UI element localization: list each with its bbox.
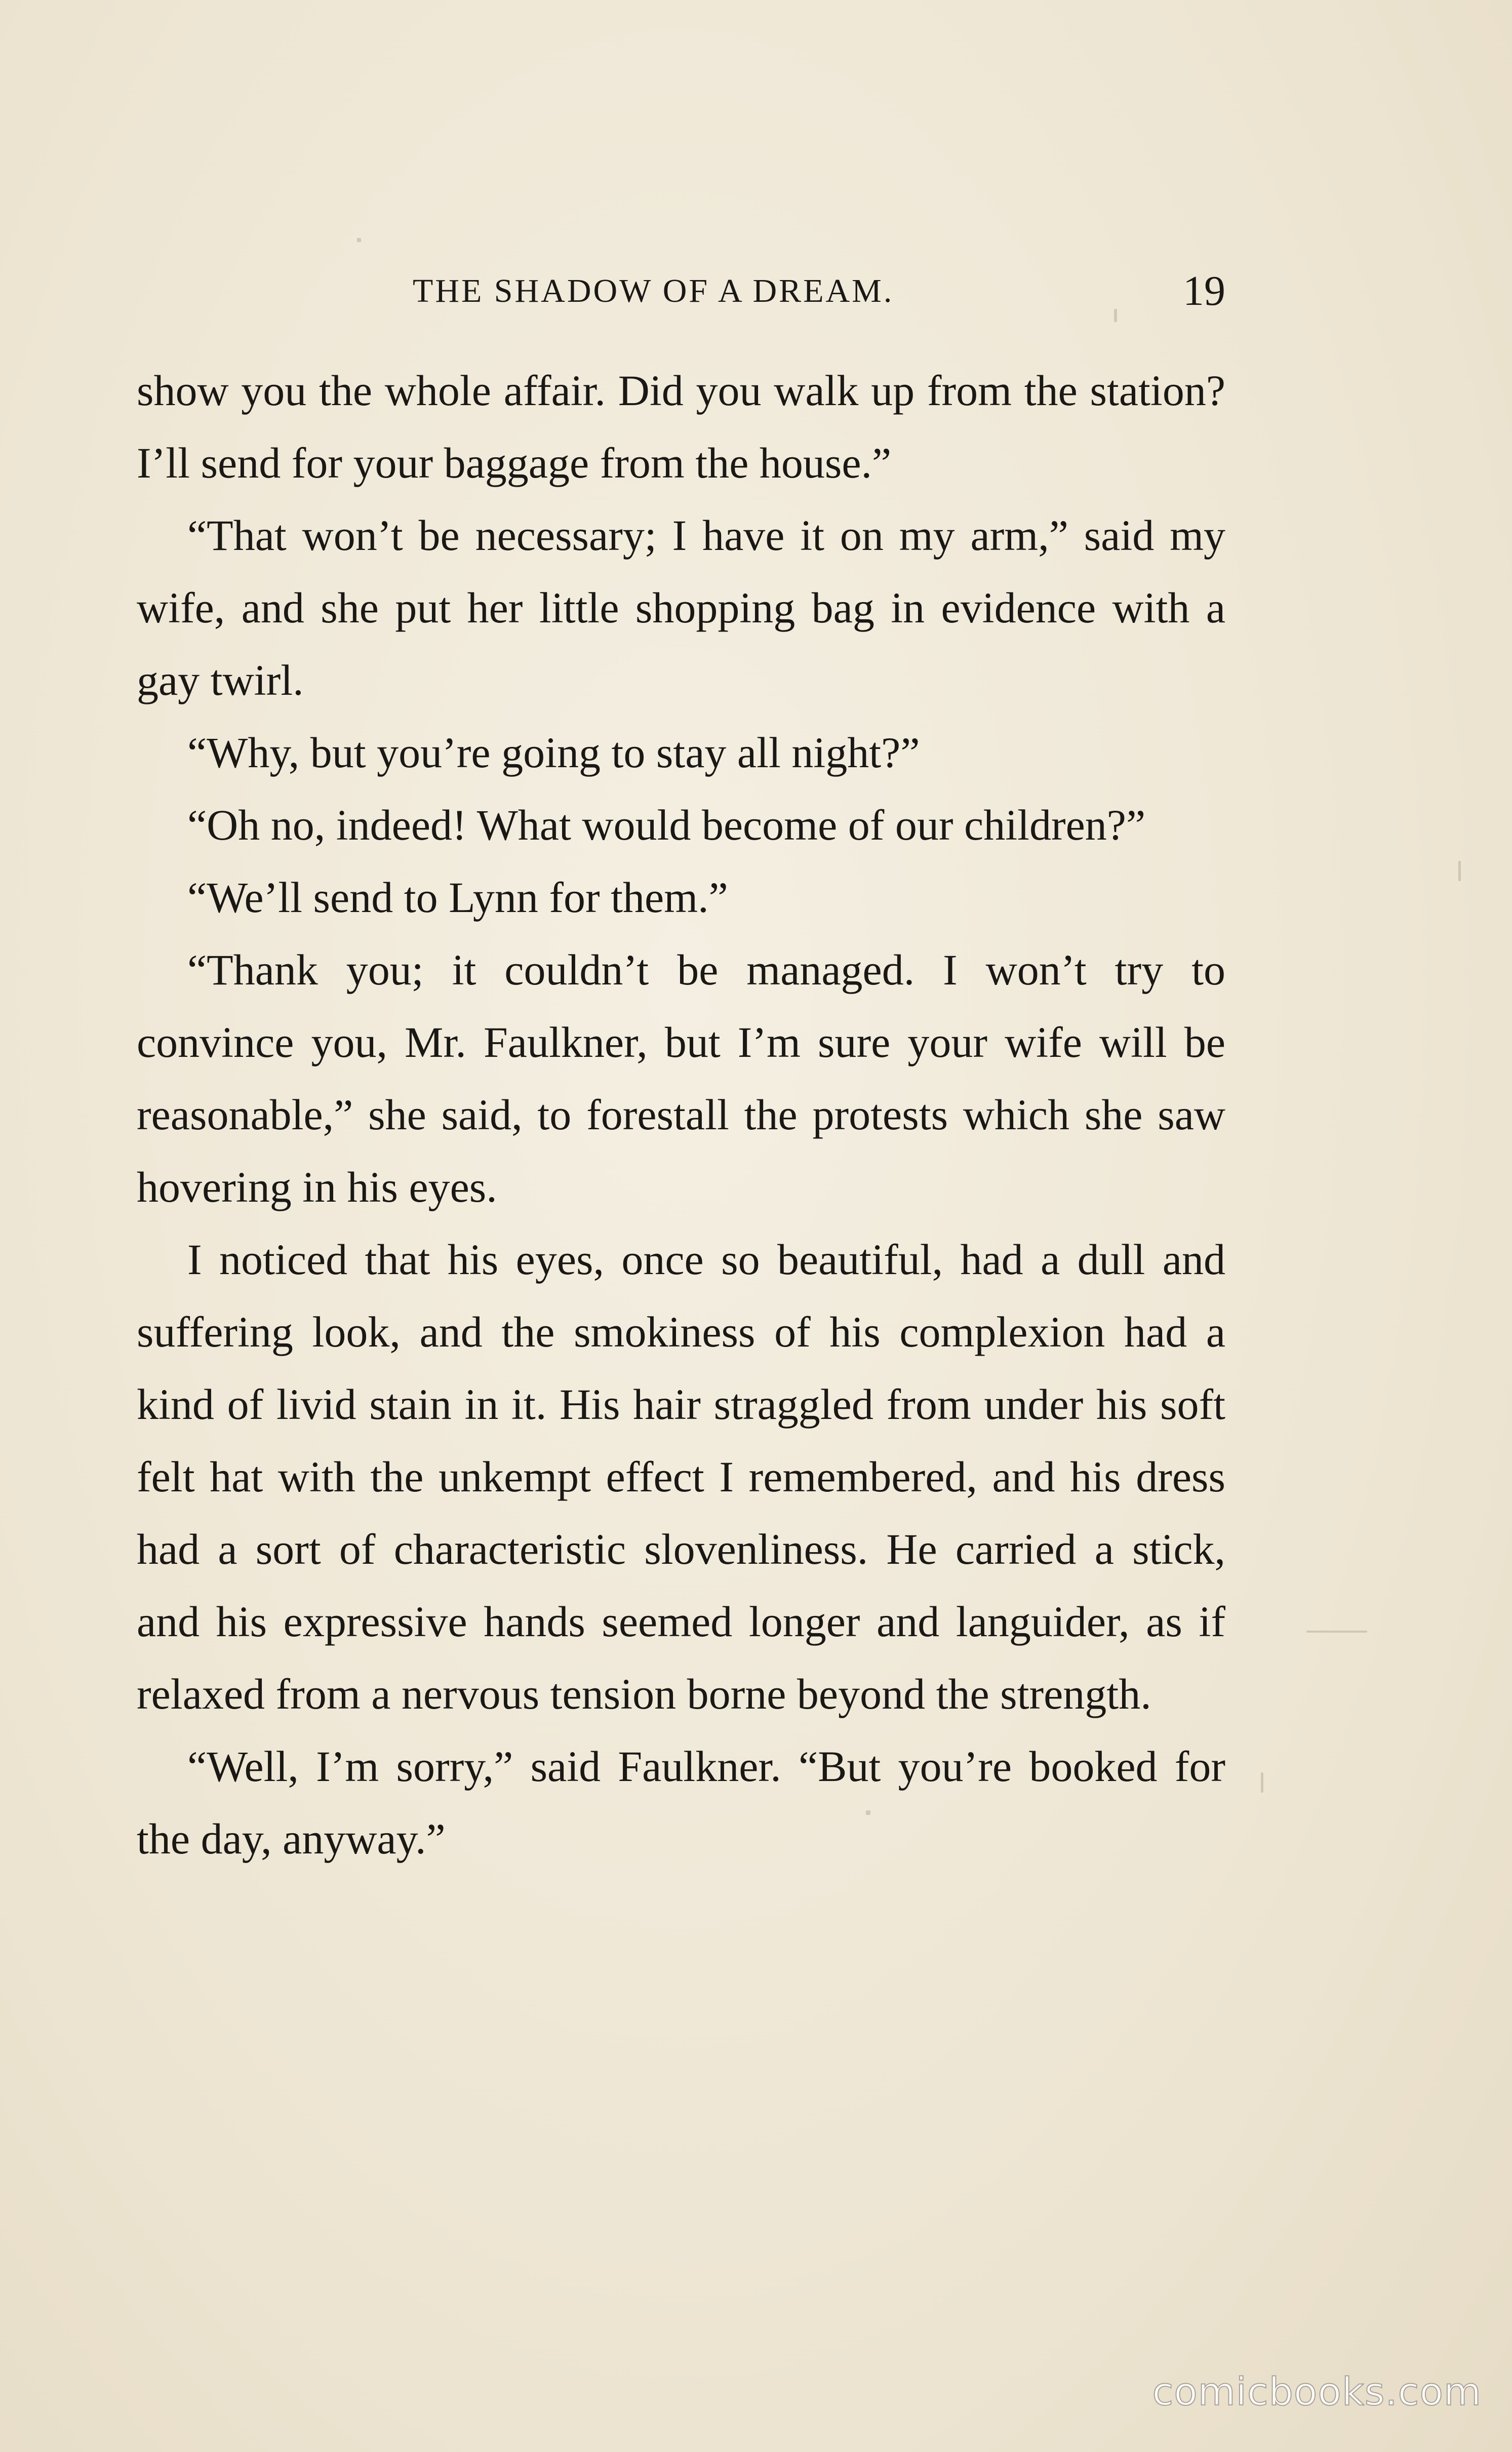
paragraph: show you the whole affair. Did you walk up from the station? I’ll send for your baggage from the house.” [137, 366, 1225, 487]
paper-speck [1306, 1631, 1367, 1633]
paragraph: “Oh no, indeed! What would become of our children?” [187, 801, 1146, 849]
paper-speck [1261, 1772, 1263, 1793]
page-header [137, 263, 1225, 324]
paragraph: “Why, but you’re going to stay all night?” [187, 728, 920, 777]
page-number: 19 [1183, 267, 1225, 314]
paragraph: I noticed that his eyes, once so beautiful, had a dull and suffering look, and the smokiness of his complexion had a kind of livid stain in it. His hair straggled from under his soft felt hat with the unkempt effect I remembered, and his dress had a sort of characteristic slovenliness. He carried a stick, and his expressive hands seemed longer and languider, as if relaxed from a nervous tension borne beyond the strength. [137, 1235, 1225, 1718]
body-text [137, 354, 1225, 1875]
paper-speck [866, 1810, 870, 1815]
watermark-logo: comicbooks.com [1152, 2369, 1482, 2414]
paper-speck [1114, 309, 1117, 322]
paper-speck [1458, 861, 1461, 881]
paragraph: “Well, I’m sorry,” said Faulkner. “But you’re booked for the day, anyway.” [137, 1742, 1225, 1863]
paragraph: “Thank you; it couldn’t be managed. I won’t try to convince you, Mr. Faulkner, but I’m sure your wife will be reasonable,” she said, to forestall the protests which she saw hovering in his eyes. [137, 945, 1225, 1211]
running-title: THE SHADOW OF A DREAM. [413, 272, 894, 309]
paragraph: “We’ll send to Lynn for them.” [187, 873, 728, 922]
paper-speck [357, 238, 361, 242]
paragraph: “That won’t be necessary; I have it on my arm,” said my wife, and she put her little shopping bag in evidence with a gay twirl. [137, 511, 1225, 704]
